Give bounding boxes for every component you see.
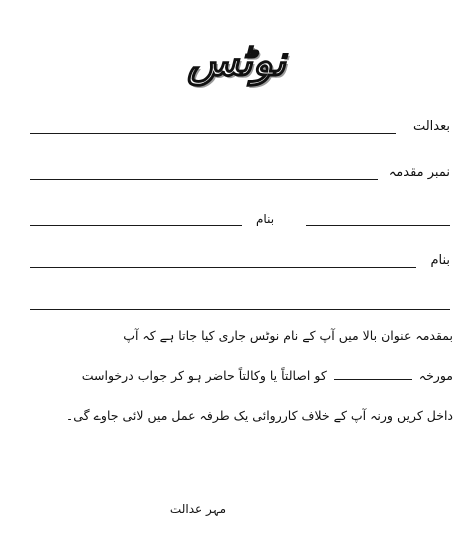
addressee-line xyxy=(30,267,416,268)
court-label: بعدالت xyxy=(412,119,450,134)
court-seal-label: مہر عدالت xyxy=(169,502,227,516)
court-line xyxy=(30,133,396,134)
court-row xyxy=(30,114,450,136)
notice-title: نوٹس xyxy=(187,36,286,85)
parties-row xyxy=(30,206,450,228)
plaintiff-line xyxy=(306,225,450,226)
body-line-3: داخل کریں ورنہ آپ کے خلاف کارروائی یک طرفہ عمل میں لائی جاوے گی۔ xyxy=(65,408,453,423)
case-number-row xyxy=(30,160,450,182)
versus-label: بنام xyxy=(256,212,275,226)
addressee-label: بنام xyxy=(430,253,450,268)
case-number-label: نمبر مقدمہ xyxy=(388,165,450,180)
addressee-row xyxy=(30,248,450,270)
case-number-line xyxy=(30,179,378,180)
address-row xyxy=(30,290,450,312)
notice-body xyxy=(28,330,453,440)
body-line-1: بمقدمہ عنوان بالا میں آپ کے نام نوٹس جاری کیا جاتا ہے کہ آپ xyxy=(123,328,453,343)
date-label: مورخہ xyxy=(418,368,453,383)
address-line xyxy=(30,309,450,310)
date-blank xyxy=(334,370,412,380)
defendant-line xyxy=(30,225,242,226)
body-line-2 xyxy=(82,370,453,383)
appearance-text: کو اصالتاً یا وکالتاً حاضر ہو کر جواب درخواست xyxy=(81,368,327,383)
